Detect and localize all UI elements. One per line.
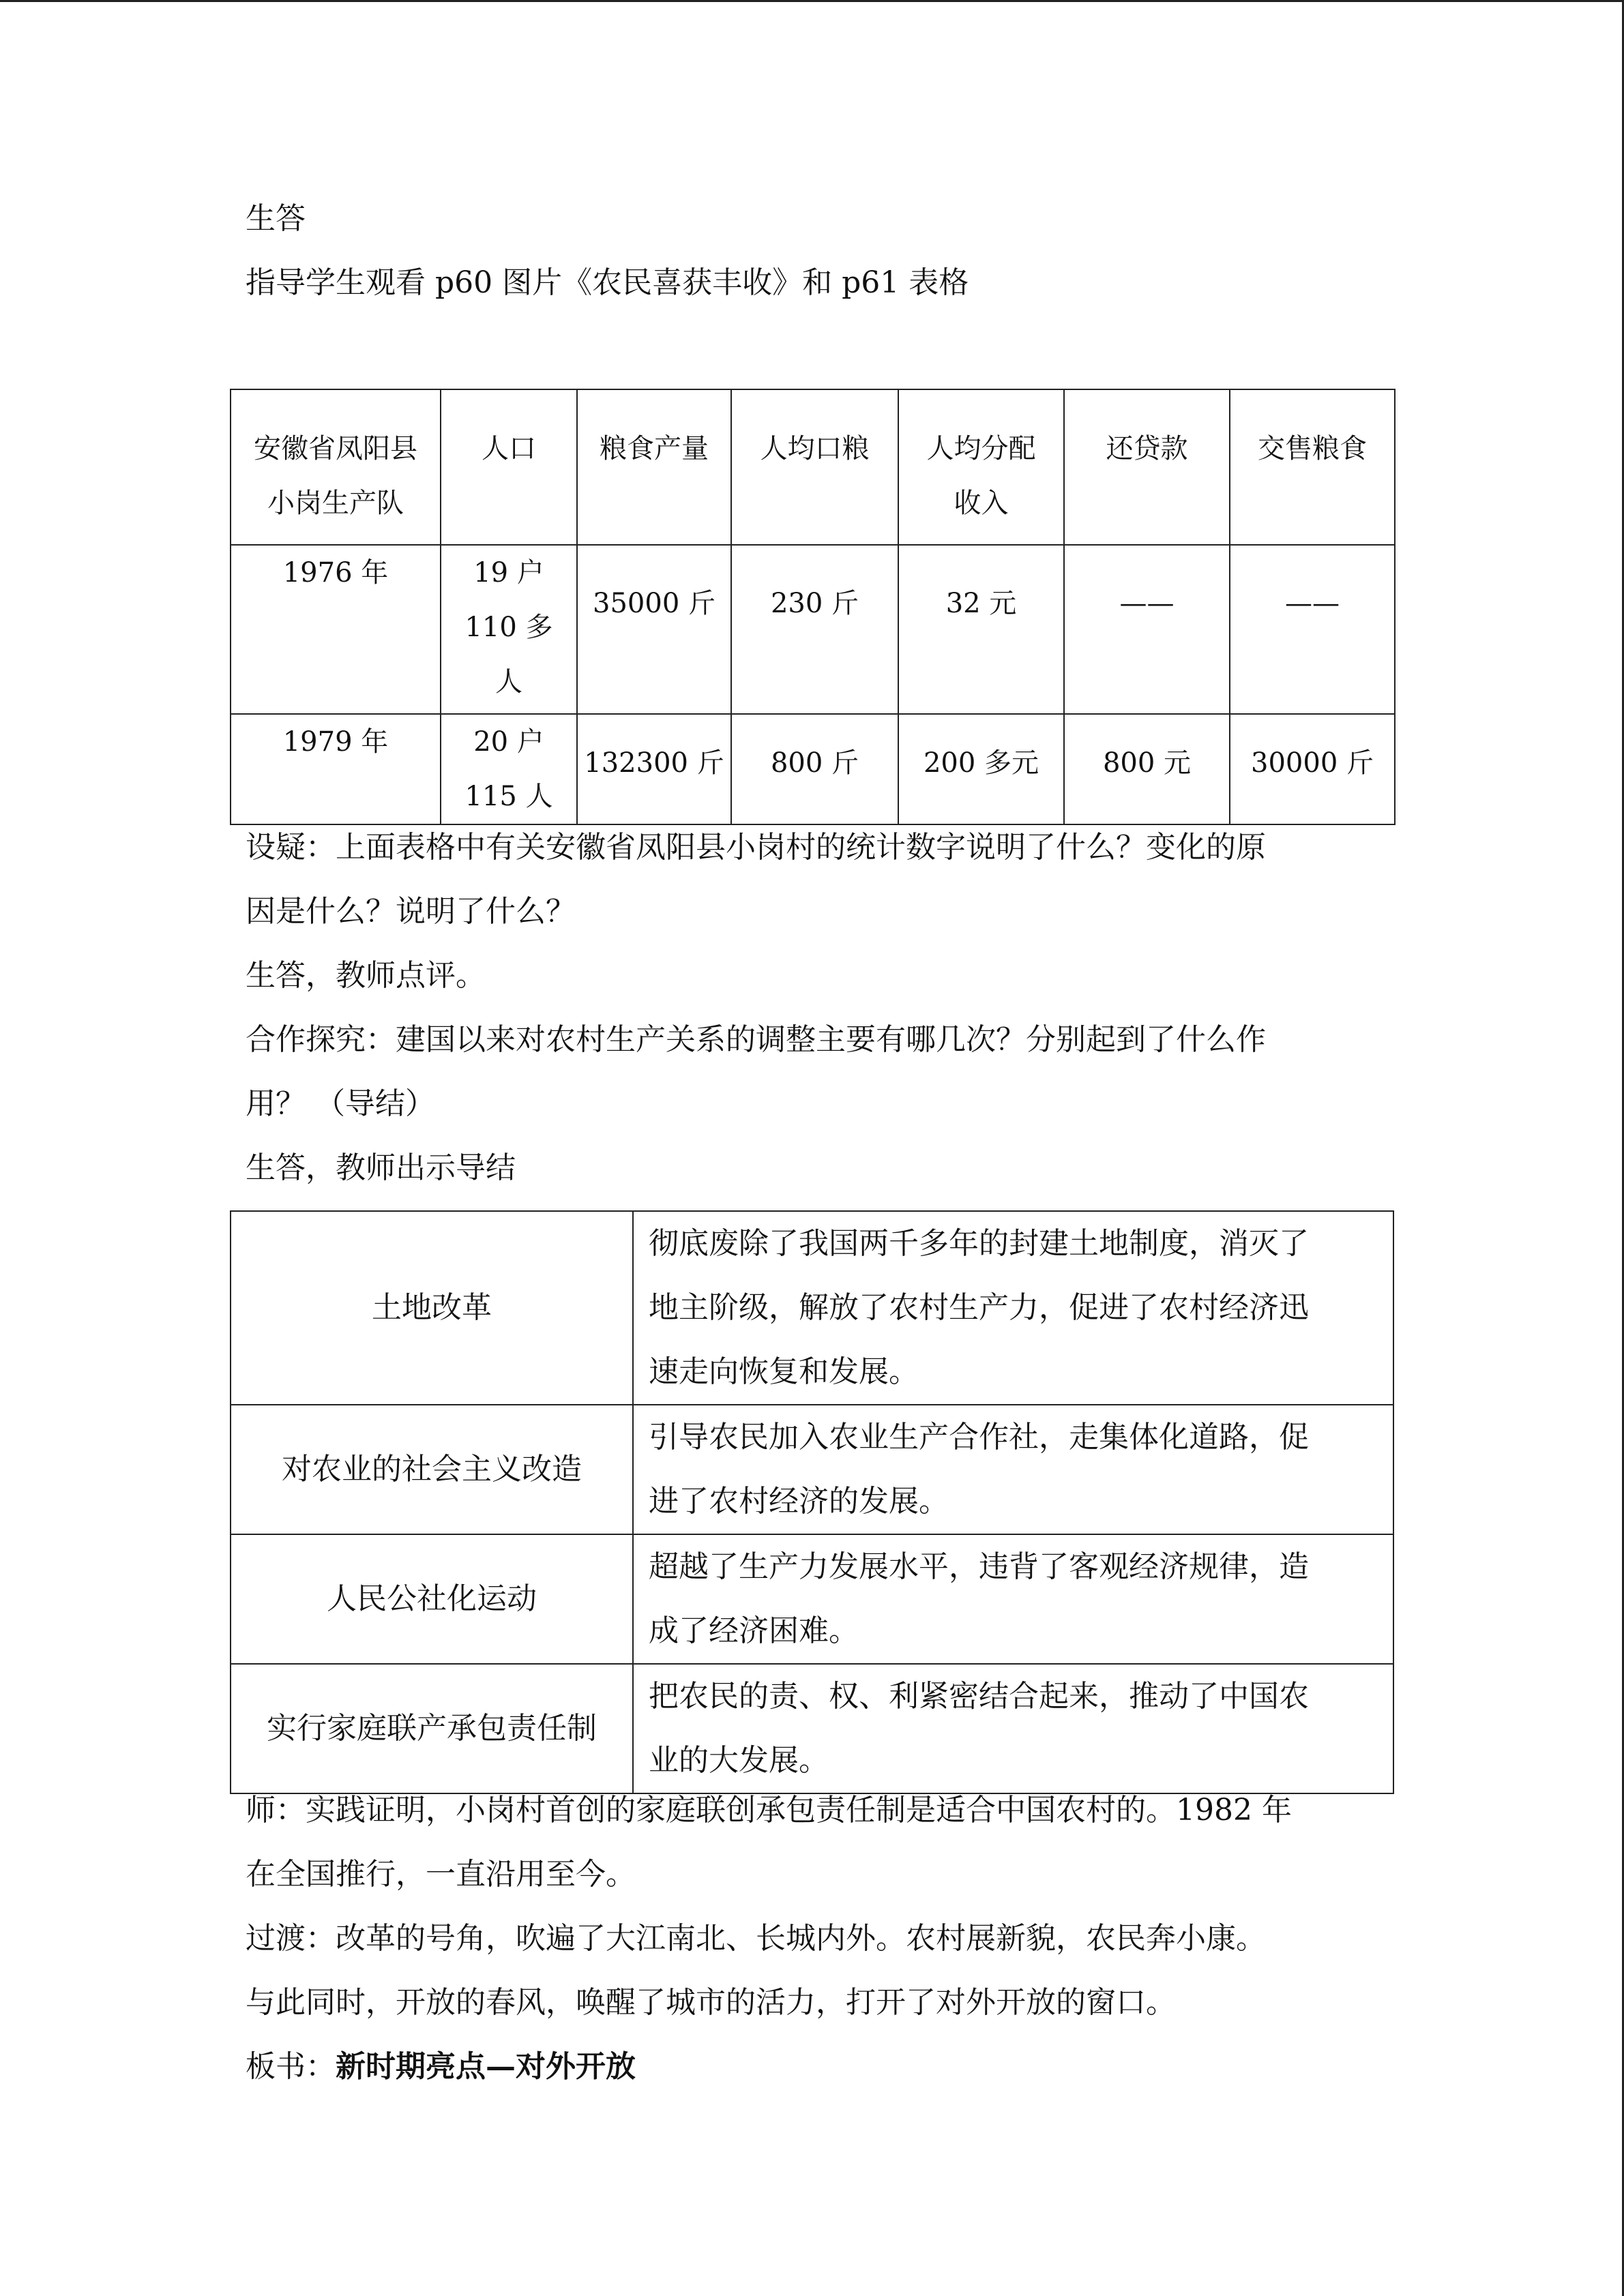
cell-grain-output: 35000 斤 [577, 545, 731, 714]
cell-year: 1979 年 [231, 714, 441, 824]
header-line: 人口 [482, 433, 536, 464]
board-label: 板书： [246, 2049, 336, 2084]
table-row [231, 1664, 1393, 1793]
cell-grain-per-capita: 230 斤 [731, 545, 898, 714]
cell-loan-repaid: 800 元 [1064, 714, 1230, 824]
cell-population [441, 714, 577, 824]
population-line: 115 人 [464, 781, 553, 812]
paragraph-teacher-proof-line1: 师：实践证明，小岗村首创的家庭联创承包责任制是适合中国农村的。1982 年 [246, 1793, 1292, 1828]
header-line: 粮食产量 [600, 433, 709, 464]
cell-loan-repaid: —— [1064, 545, 1230, 714]
cell-income-per-capita: 200 多元 [898, 714, 1064, 824]
header-cell-location [231, 389, 441, 545]
paragraph-explore-line2: 用？ （导结） [246, 1086, 435, 1121]
paragraph-teacher-proof-line2: 在全国推行，一直沿用至今。 [246, 1857, 636, 1892]
header-cell-income-per-capita [898, 389, 1064, 545]
effect-line: 彻底废除了我国两千多年的封建土地制度，消灭了 [649, 1226, 1309, 1261]
reform-effect [633, 1211, 1393, 1405]
header-line: 交售粮食 [1258, 433, 1367, 464]
effect-line: 成了经济困难。 [649, 1613, 859, 1648]
paragraph-teacher-comment: 生答，教师点评。 [246, 958, 486, 993]
table-row [231, 1534, 1393, 1664]
cell-income-per-capita: 32 元 [898, 545, 1064, 714]
table-row [231, 1211, 1393, 1405]
cell-grain-per-capita: 800 斤 [731, 714, 898, 824]
header-line: 人均口粮 [760, 433, 870, 464]
header-cell-loan-repaid [1064, 389, 1230, 545]
paragraph-guide-view: 指导学生观看 p60 图片《农民喜获丰收》和 p61 表格 [246, 265, 969, 300]
paragraph-explore-line1: 合作探究：建国以来对农村生产关系的调整主要有哪几次？分别起到了什么作 [246, 1022, 1266, 1057]
paragraph-question-line2: 因是什么？说明了什么？ [246, 894, 576, 929]
header-line: 人均分配 [926, 433, 1036, 464]
header-cell-grain-output [577, 389, 731, 545]
header-line: 安徽省凤阳县 [254, 433, 417, 464]
paragraph-transition-line2: 与此同时，开放的春风，唤醒了城市的活力，打开了对外开放的窗口。 [246, 1985, 1176, 2020]
reform-name: 土地改革 [231, 1211, 633, 1405]
paragraph-board-writing [246, 2046, 636, 2087]
header-line: 还贷款 [1106, 433, 1188, 464]
paragraph-transition-line1: 过渡：改革的号角，吹遍了大江南北、长城内外。农村展新貌，农民奔小康。 [246, 1921, 1266, 1956]
header-line: 小岗生产队 [267, 488, 404, 519]
effect-line: 业的大发展。 [649, 1743, 829, 1778]
effect-line: 速走向恢复和发展。 [649, 1354, 919, 1389]
cell-grain-sold: 30000 斤 [1230, 714, 1395, 824]
population-line: 20 户 [473, 726, 544, 758]
table-row [231, 545, 1395, 714]
effect-line: 把农民的责、权、利紧密结合起来，推动了中国农 [649, 1679, 1309, 1714]
effect-line: 超越了生产力发展水平，违背了客观经济规律，造 [649, 1549, 1309, 1584]
reform-name: 人民公社化运动 [231, 1534, 633, 1664]
table-row [231, 1405, 1393, 1534]
effect-line: 引导农民加入农业生产合作社，走集体化道路，促 [649, 1420, 1309, 1455]
population-line: 110 多 [464, 612, 553, 643]
cell-grain-sold: —— [1230, 545, 1395, 714]
reform-table [230, 1210, 1394, 1794]
table-row [231, 714, 1395, 824]
population-line: 19 户 [473, 557, 544, 588]
header-line: 收入 [954, 488, 1009, 519]
reform-name: 实行家庭联产承包责任制 [231, 1664, 633, 1793]
table-header-row [231, 389, 1395, 545]
header-cell-grain-sold [1230, 389, 1395, 545]
stats-table [230, 389, 1396, 825]
header-cell-grain-per-capita [731, 389, 898, 545]
paragraph-question-line1: 设疑：上面表格中有关安徽省凤阳县小岗村的统计数字说明了什么？变化的原 [246, 830, 1266, 865]
board-title: 新时期亮点—对外开放 [336, 2049, 636, 2084]
effect-line: 进了农村经济的发展。 [649, 1484, 949, 1519]
cell-population [441, 545, 577, 714]
cell-year: 1976 年 [231, 545, 441, 714]
reform-effect [633, 1534, 1393, 1664]
population-line: 人 [495, 666, 522, 698]
header-cell-population [441, 389, 577, 545]
effect-line: 地主阶级，解放了农村生产力，促进了农村经济迅 [649, 1290, 1309, 1325]
reform-effect [633, 1664, 1393, 1793]
paragraph-show-summary: 生答，教师出示导结 [246, 1150, 516, 1185]
paragraph-student-answer: 生答 [246, 201, 306, 236]
reform-effect [633, 1405, 1393, 1534]
reform-name: 对农业的社会主义改造 [231, 1405, 633, 1534]
cell-grain-output: 132300 斤 [577, 714, 731, 824]
